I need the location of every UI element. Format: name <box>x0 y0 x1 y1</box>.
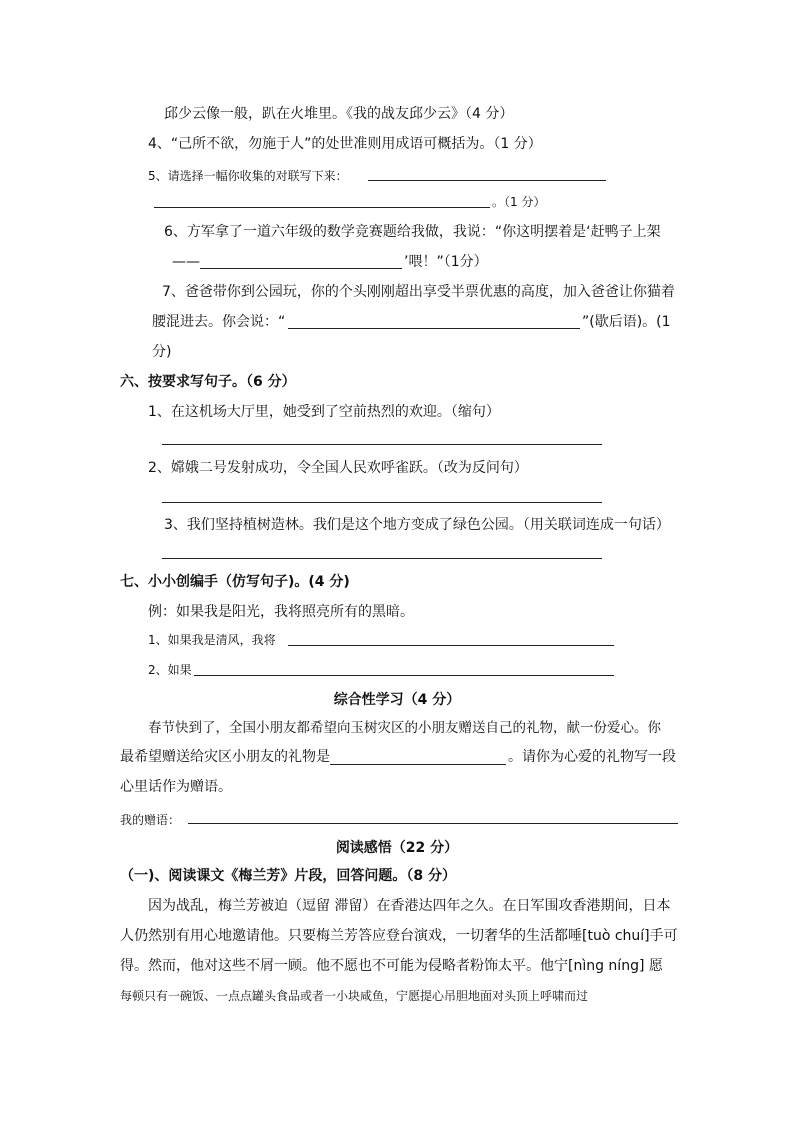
passage-line-3: 得。然而，他对这些不屑一顾。他不愿也不可能为侵略者粉饰太平。他宁[nìng níng] 愿 <box>120 958 663 974</box>
q7-line3: 分) <box>152 344 172 360</box>
comprehensive-line-3: 心里话作为赠语。 <box>120 779 232 795</box>
s6-question-1: 1、在这机场大厅里，她受到了空前热烈的欢迎。（缩句） <box>148 404 500 420</box>
comprehensive-title: 综合性学习（4 分） <box>333 692 461 708</box>
s7-answer-line-2[interactable] <box>194 675 614 676</box>
question-5-label: 5、请选择一幅你收集的对联写下来： <box>148 169 348 183</box>
s6-question-2: 2、嫦娥二号发射成功，令全国人民欢呼雀跃。（改为反问句） <box>148 460 528 476</box>
passage-line-4: 每顿只有一碗饭、一点点罐头食品或者一小块咸鱼，宁愿提心吊胆地面对头顶上呼啸而过 <box>120 989 589 1003</box>
s7-question-1: 1、如果我是清风，我将 <box>148 633 276 647</box>
gift-words-label: 我的赠语： <box>120 813 181 827</box>
comprehensive-line-1: 春节快到了，全国小朋友都希望向玉树灾区的小朋友赠送自己的礼物，献一份爱心。你 <box>148 720 661 736</box>
q3-tail: 邱少云像一般，趴在火堆里。《我的战友邱少云》（4 分） <box>164 106 514 122</box>
s7-answer-line-1[interactable] <box>288 645 614 646</box>
comprehensive-line-2-end: 。请你为心爱的礼物写一段 <box>508 749 676 765</box>
question-7-line1: 7、爸爸带你到公园玩，你的个头刚刚超出享受半票优惠的高度，加入爸爸让你猫着 <box>162 284 675 300</box>
q5-answer-line-1[interactable] <box>368 180 606 181</box>
s7-example: 例：如果我是阳光，我将照亮所有的黑暗。 <box>148 604 414 620</box>
s6-answer-line-2[interactable] <box>162 502 602 503</box>
q6-dash: —— <box>172 254 200 270</box>
gift-words-line[interactable] <box>188 823 678 824</box>
s6-answer-line-1[interactable] <box>162 444 602 445</box>
gift-answer-line[interactable] <box>330 764 506 765</box>
passage-line-2: 人仍然别有用心地邀请他。只要梅兰芳答应登台演戏，一切奢华的生活都唾[tuò chuí]手可 <box>120 928 678 944</box>
s6-answer-line-3[interactable] <box>162 558 602 559</box>
reading-subtitle: （一)、阅读课文《梅兰芳》片段，回答问题。（8 分） <box>120 868 457 884</box>
q6-answer-line[interactable] <box>200 268 402 269</box>
reading-title: 阅读感悟（22 分） <box>335 840 459 856</box>
q5-answer-line-2[interactable] <box>154 207 490 208</box>
section-7-title: 七、小小创编手（仿写句子)。(4 分) <box>120 574 350 590</box>
s6-question-3: 3、我们坚持植树造林。我们是这个地方变成了绿色公园。（用关联词连成一句话） <box>164 517 670 533</box>
question-6-line1: 6、方军拿了一道六年级的数学竞赛题给我做，我说：“你这明摆着是‘赶鸭子上架 <box>164 224 661 240</box>
q6-tail: ’喂！”（1分） <box>404 254 488 270</box>
comprehensive-line-2-start: 最希望赠送给灾区小朋友的礼物是 <box>120 749 330 765</box>
question-4: 4、“己所不欲，勿施于人”的处世准则用成语可概括为。（1 分） <box>148 136 542 152</box>
q7-line2-start: 腰混进去。你会说：“ <box>152 314 286 330</box>
passage-line-1: 因为战乱，梅兰芳被迫（逗留 滞留）在香港达四年之久。在日军围攻香港期间，日本 <box>148 898 671 914</box>
section-6-title: 六、按要求写句子。（6 分） <box>120 374 296 390</box>
s7-question-2: 2、如果 <box>148 663 192 677</box>
q5-score: 。（1 分） <box>492 195 546 209</box>
q7-answer-line[interactable] <box>288 328 580 329</box>
q7-line2-end: ”(歇后语)。(1 <box>582 314 671 330</box>
